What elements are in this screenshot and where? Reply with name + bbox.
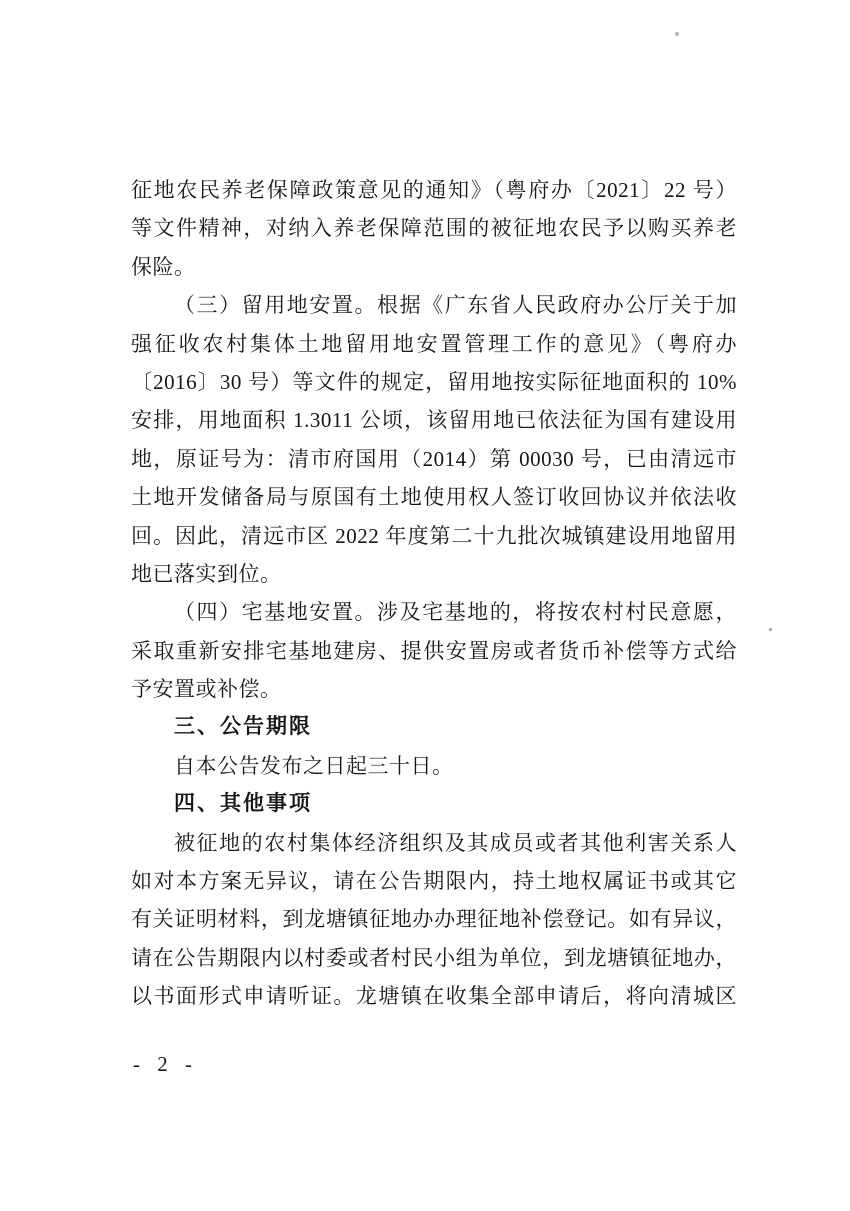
doc-line: 回。因此，清远市区 2022 年度第二十九批次城镇建设用地留用 [131,523,737,548]
doc-line: （三）留用地安置。根据《广东省人民政府办公厅关于加 [174,293,737,318]
heading-other-matters: 四、其他事项 [174,792,312,816]
doc-line: 〔2016〕30 号）等文件的规定，留用地按实际征地面积的 10% [131,369,737,394]
doc-line: 请在公告期限内以村委或者村民小组为单位，到龙塘镇征地办， [131,945,737,970]
doc-line: 安排，用地面积 1.3011 公顷，该留用地已依法征为国有建设用 [131,408,737,433]
doc-line: 采取重新安排宅基地建房、提供安置房或者货币补偿等方式给 [131,638,737,663]
doc-line: 被征地的农村集体经济组织及其成员或者其他利害关系人 [174,830,737,855]
doc-line: 以书面形式申请听证。龙塘镇在收集全部申请后，将向清城区 [131,984,737,1009]
doc-line: 等文件精神，对纳入养老保障范围的被征地农民予以购买养老 [131,216,737,241]
document-body [131,171,737,1016]
doc-line: 保险。 [131,254,196,279]
doc-line: 如对本方案无异议，请在公告期限内，持土地权属证书或其它 [131,869,737,894]
doc-line: 地已落实到位。 [131,561,282,586]
doc-line: 地，原证号为：清市府国用（2014）第 00030 号，已由清远市 [131,446,737,471]
page-number: - 2 - [133,1052,198,1076]
heading-announcement-period: 三、公告期限 [174,715,312,739]
doc-line: 征地农民养老保障政策意见的通知》（粤府办〔2021〕22 号） [131,178,737,202]
scan-speck [769,628,772,631]
doc-line: 强征收农村集体土地留用地安置管理工作的意见》（粤府办 [131,331,737,356]
doc-line: 有关证明材料，到龙塘镇征地办办理征地补偿登记。如有异议， [131,907,737,932]
doc-line: 予安置或补偿。 [131,677,282,702]
doc-line: 土地开发储备局与原国有土地使用权人签订收回协议并依法收 [131,485,737,510]
doc-line: 自本公告发布之日起三十日。 [174,753,454,778]
scan-speck [675,32,679,36]
doc-line: （四）宅基地安置。涉及宅基地的，将按农村村民意愿， [174,600,737,625]
